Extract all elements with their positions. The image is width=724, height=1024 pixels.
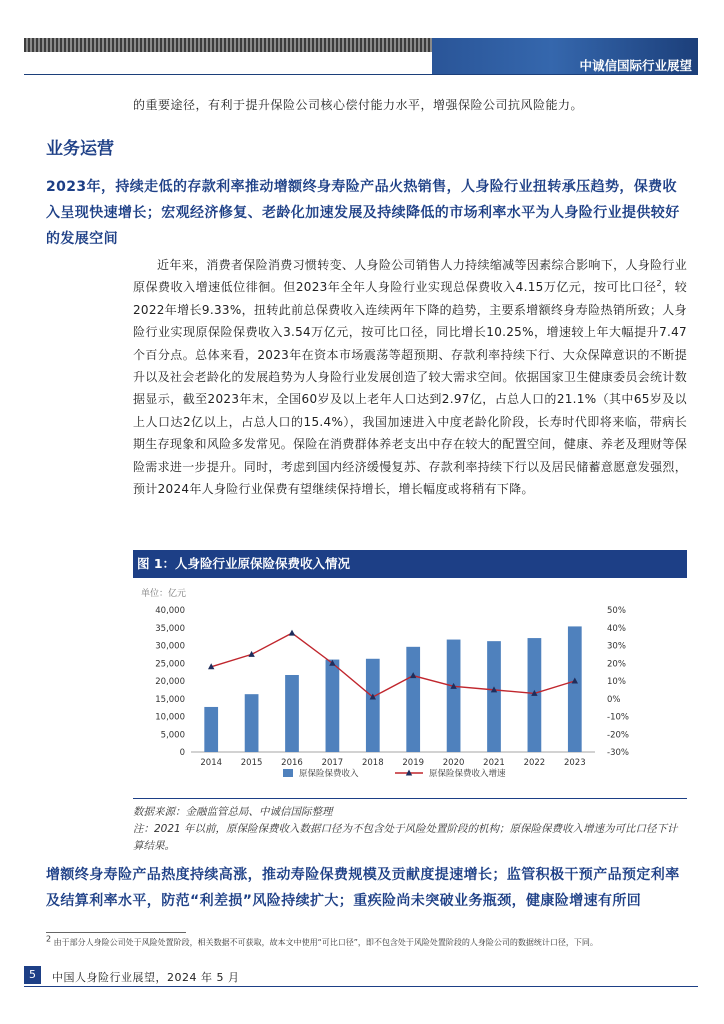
body-paragraph: [133, 254, 687, 500]
right-tick-label: 20%: [607, 659, 626, 670]
left-tick-label: 30,000: [155, 641, 185, 652]
left-tick-label: 10,000: [155, 712, 185, 723]
page-number: 5: [24, 966, 41, 984]
category-label: 2018: [361, 758, 384, 768]
bar: [447, 640, 461, 752]
bar: [285, 675, 299, 752]
lead-paragraph: 2023年，持续走低的存款利率推动增额终身寿险产品火热销售，人身险行业扭转承压趋势，保费收入呈现快速增长；宏观经济修复、老龄化加速发展及持续降低的市场利率水平为人身险行业提供较好的发展空间: [46, 179, 680, 247]
figure-title: 图 1：人身险行业原保险保费收入情况: [133, 550, 687, 578]
right-tick-label: 10%: [607, 677, 626, 687]
left-tick-label: 15,000: [155, 694, 185, 705]
right-tick-label: 30%: [607, 641, 626, 652]
bar: [204, 707, 218, 752]
header-divider: [24, 74, 698, 75]
bar: [366, 659, 380, 752]
lead-paragraph-2: 增额终身寿险产品热度持续高涨，推动寿险保费规模及贡献度提速增长；监管积极干预产品预定利率及结算利率水平，防范“利差损”风险持续扩大；重疾险尚未突破业务瓶颈，健康险增速有所回: [46, 867, 680, 909]
bar: [406, 647, 420, 752]
footer-rule: [24, 986, 698, 987]
right-tick-label: 0%: [607, 694, 621, 705]
body-part-2: ，较2022年增长9.33%，扭转此前总保费收入连续两年下降的趋势，主要系增额终身寿险热销所致；人身险行业实现原保险保费收入3.54万亿元，按可比口径，同比增长10.25%，增速较上年大幅提升7.47个百分点。总体来看，2023年在资本市场震荡等超预期、存款利率持续下行、大众保障意识的不断提升以及社会老龄化的发展趋势为人身险行业发展创造了较大需求空间。依据国家卫生健康委员会统计数据显示，截至2023年末，全国60岁及以上老年人口达到2.97亿，占总人口的21.1%（其中65岁及以上人口达2亿以上，占总人口的15.4%），我国加速进入中度老龄化阶段，长寿时代即将来临，带病长期生存现象和风险多发常见。保险在消费群体养老支出中存在较大的配置空间，健康、养老及理财等保险需求进一步提升。同时，考虑到国内经济缓慢复苏、存款利率持续下行以及居民储蓄意愿意发强烈，预计2024年人身险行业保费有望继续保持增长，增长幅度或将稍有下降。: [133, 280, 687, 497]
footnote: [46, 934, 686, 948]
right-tick-label: -10%: [607, 712, 629, 723]
category-label: 2020: [442, 758, 465, 768]
right-tick-label: -20%: [607, 730, 629, 741]
right-tick-label: 40%: [607, 623, 626, 634]
figure-source: [133, 804, 687, 855]
note-line: 注：2021 年以前，原保险保费收入数据口径为不包含处于风险处置阶段的机构；原保险保费收入增速为可比口径下计算结果。: [133, 823, 678, 852]
footnote-mark: 2: [46, 934, 52, 944]
left-tick-label: 20,000: [155, 677, 185, 687]
unit-label: 单位：亿元: [141, 589, 187, 599]
legend-line-label: 原保险保费收入增速: [429, 769, 506, 779]
bar: [568, 626, 582, 752]
growth-marker: [289, 630, 295, 636]
footnote-rule: [46, 932, 186, 933]
category-label: 2016: [281, 758, 303, 768]
intro-line: 的重要途径，有利于提升保险公司核心偿付能力水平，增强保险公司抗风险能力。: [133, 98, 584, 112]
category-label: 2023: [563, 758, 586, 768]
category-label: 2014: [200, 758, 223, 768]
left-tick-label: 0: [179, 748, 185, 758]
right-tick-label: 50%: [607, 606, 626, 616]
left-tick-label: 35,000: [155, 623, 185, 634]
legend-bar-swatch: [283, 769, 293, 777]
left-tick-label: 5,000: [160, 730, 185, 741]
bar: [326, 660, 340, 752]
category-label: 2021: [483, 758, 505, 768]
category-label: 2017: [321, 758, 344, 768]
header-banner: [432, 38, 698, 74]
category-label: 2022: [523, 758, 546, 768]
category-label: 2015: [240, 758, 263, 768]
left-tick-label: 40,000: [155, 606, 185, 616]
legend-bar-label: 原保险保费收入: [299, 769, 359, 779]
bar: [245, 694, 259, 752]
source-line: 数据来源：金融监管总局、中诚信国际整理: [133, 806, 333, 818]
footnote-reference[interactable]: 2: [656, 279, 662, 289]
section-title: 业务运营: [46, 139, 114, 159]
footer-text: 中国人身险行业展望，2024 年 5 月: [52, 971, 240, 984]
right-tick-label: -30%: [607, 748, 629, 758]
figure-bottom-rule: [133, 798, 687, 799]
header-title: 中诚信国际行业展望: [579, 58, 692, 73]
footnote-text: 由于部分人身险公司处于风险处置阶段，相关数据不可获取，故本文中使用“可比口径”，即不包含处于风险处置阶段的人身险公司的数据统计口径，下同。: [53, 938, 598, 947]
premium-income-chart: [133, 580, 687, 792]
growth-line: [211, 633, 575, 697]
body-part-1: 近年来，消费者保险消费习惯转变、人身险公司销售人力持续缩减等因素综合影响下，人身险行业原保费收入增速低位徘徊。但2023年全年人身险行业实现总保费收入4.15万亿元，按可比口径: [133, 258, 687, 295]
header-band: [24, 38, 698, 74]
category-label: 2019: [402, 758, 425, 768]
left-tick-label: 25,000: [155, 659, 185, 670]
bar: [487, 641, 501, 752]
